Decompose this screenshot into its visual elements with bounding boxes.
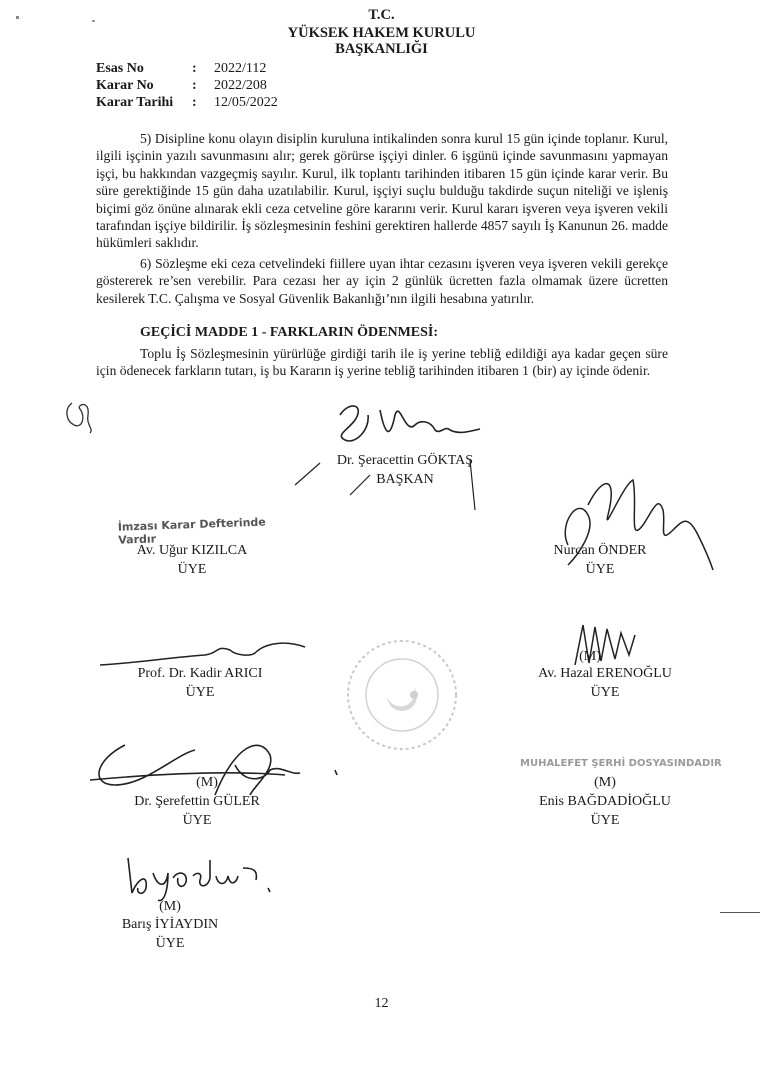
header-institution: YÜKSEK HAKEM KURULU <box>287 25 476 41</box>
scan-artifact-line <box>720 912 760 913</box>
guler-role: ÜYE <box>182 813 212 828</box>
meta-colon: : <box>192 61 197 76</box>
paragraph-temporary-article: Toplu İş Sözleşmesinin yürürlüğe girdiği tarih ile iş yerine tebliğ edildiği aya kadar geçen süre için ödenecek farkların tutarı, iş bu Kararın iş yerine tebliğ tarihinden itibaren 1 (bir) ay içinde ödenir. <box>96 346 668 379</box>
header-tc: T.C. <box>368 7 395 23</box>
section-heading: GEÇİCİ MADDE 1 - FARKLARIN ÖDENMESİ: <box>140 325 439 340</box>
kizilca-role: ÜYE <box>177 562 207 577</box>
arici-role: ÜYE <box>185 685 215 700</box>
margin-handwriting-mark <box>60 395 100 435</box>
bagdadioglu-role: ÜYE <box>590 813 620 828</box>
meta-value: 2022/208 <box>214 78 267 93</box>
erenoglu-role: ÜYE <box>590 685 620 700</box>
dissent-stamp: MUHALEFET ŞERHİ DOSYASINDADIR <box>520 758 722 769</box>
meta-value: 12/05/2022 <box>214 95 278 110</box>
scan-mark <box>92 20 95 22</box>
erenoglu-mark: (M) <box>579 649 601 664</box>
paragraph-5: 5) Disipline konu olayın disiplin kuruluna intikalinden sonra kurul 15 gün içinde toplanır. Kurul, ilgili işçinin yazılı savunmasını alır; gerek görürse işçiyi dinler. 6 işgünü içinde savunmasını yapmayan işçi, bu hakkından vazgeçmiş sayılır. Kurul, ilk toplantı tarihinden itibaren 15 gün içinde karar verir. Bu süre gerektiğinde 15 gün daha uzatılabilir. Kurul, işçiyi suçlu bulduğu takdirde suçun niteliği ve işleniş biçimi göz önüne alınarak ekli ceza cetveline göre kararını verir. Kurul kararı işveren veya işveren vekili tarafından işçiye bildirilir. İş sözleşmesinin feshini gerektiren hallerde 4857 sayılı İş Kanunun 26. madde hükümleri saklıdır. <box>96 131 668 251</box>
meta-row-esas <box>96 60 278 77</box>
meta-key: Esas No <box>96 61 144 76</box>
bagdadioglu-name: Enis BAĞDADİOĞLU <box>539 794 671 809</box>
official-seal <box>342 635 462 755</box>
header-department: BAŞKANLIĞI <box>335 41 428 57</box>
kizilca-name: Av. Uğur KIZILCA <box>136 543 248 558</box>
guler-name: Dr. Şerefettin GÜLER <box>134 794 260 809</box>
meta-row-karar <box>96 77 278 94</box>
kizilca-stamp: İmzası Karar Defterinde Vardır <box>117 515 267 547</box>
iyiaydin-name: Barış İYİAYDIN <box>121 917 219 932</box>
meta-value: 2022/112 <box>214 61 267 76</box>
meta-key: Karar Tarihi <box>96 95 174 110</box>
case-metadata <box>96 60 278 111</box>
meta-key: Karar No <box>96 78 154 93</box>
meta-row-tarih <box>96 94 278 111</box>
president-name: Dr. Şeracettin GÖKTAŞ <box>336 453 474 468</box>
president-role: BAŞKAN <box>376 472 434 487</box>
guler-mark: (M) <box>196 775 218 790</box>
onder-name: Nurcan ÖNDER <box>553 543 647 558</box>
meta-colon: : <box>192 78 197 93</box>
iyiaydin-signature <box>118 848 288 903</box>
scan-mark <box>16 16 19 19</box>
iyiaydin-mark: (M) <box>159 899 181 914</box>
meta-colon: : <box>192 95 197 110</box>
arici-name: Prof. Dr. Kadir ARICI <box>137 666 263 681</box>
bagdadioglu-mark: (M) <box>594 775 616 790</box>
erenoglu-name: Av. Hazal ERENOĞLU <box>538 666 672 681</box>
president-signature <box>320 395 510 455</box>
paragraph-6: 6) Sözleşme eki ceza cetvelindeki fiillere uyan ihtar cezasını işveren veya işveren vekili gerekçe göstererek re’sen verebilir. Para cezası her ay için 2 günlük ücretten fazla olmamak üzere ücretten kesilerek T.C. Çalışma ve Sosyal Güvenlik Bakanlığı’nın ilgili hesabına yatırılır. <box>96 256 668 306</box>
page-number: 12 <box>374 996 389 1011</box>
iyiaydin-role: ÜYE <box>155 936 185 951</box>
onder-role: ÜYE <box>585 562 615 577</box>
